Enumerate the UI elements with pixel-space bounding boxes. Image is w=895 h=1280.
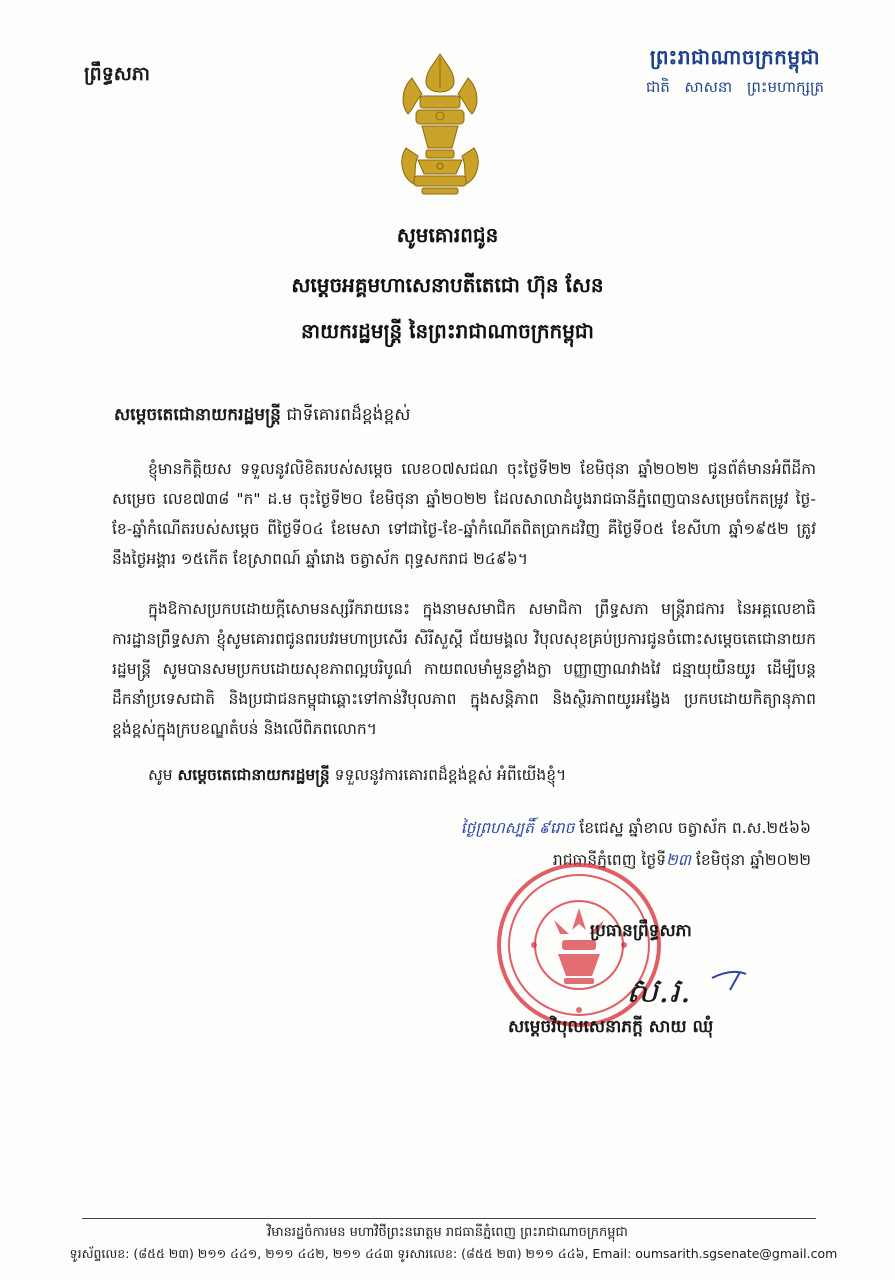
- signer-name: សម្តេចវិបុលសេនាភក្តី សាយ ឈុំ: [508, 1017, 714, 1037]
- footer-contact: ទូរស័ព្ទលេខ: (៨៥៥ ២៣) ២១១ ៤៤១, ២១១ ៤៤២, ២១១ ៤៤៣ ទូរសារលេខ: (៨៥៥ ២៣) ២១១ ៤៤៦, Email: oumsarith.sgsenate@gmail.com: [69, 1246, 838, 1261]
- body-paragraph-1: ខ្ញុំមានកិត្តិយស ទទួលនូវលិខិតរបស់សម្តេច លេខ០៧សជណ ចុះថ្ងៃទី២២ ខែមិថុនា ឆ្នាំ២០២២ ជូនព័ត៌មានអំពីដីកាសម្រេច លេខ៧៣៨ "ក" ដ.ម ចុះថ្ងៃទី២០ ខែមិថុនា ឆ្នាំ២០២២ ដែលសាលាដំបូងរាជធានីភ្នំពេញបានសម្រេចកែតម្រូវ ថ្ងៃ-ខែ-ឆ្នាំកំណើតរបស់សម្តេច ពីថ្ងៃទី០៤ ខែមេសា ទៅជាថ្ងៃ-ខែ-ឆ្នាំកំណើតពិតប្រាកដវិញ គឺថ្ងៃទី០៥ ខែសីហា ឆ្នាំ១៩៥២ ត្រូវនឹងថ្ងៃអង្គារ ១៥កើត ខែស្រាពណ៍ ឆ្នាំរោង ចត្វាស័ក ពុទ្ធសករាជ ២៤៩៦។: [112, 460, 816, 568]
- kingdom-title: ព្រះរាជាណាចក្រកម្ពុជា: [649, 45, 821, 69]
- solar-date-handwritten: ២៣: [666, 851, 692, 869]
- kingdom-heading: [615, 44, 855, 100]
- solar-date-rest: ខែមិថុនា ឆ្នាំ២០២២: [691, 851, 811, 869]
- body-paragraph-2: ក្នុងឱកាសប្រកបដោយក្តីសោមនស្សរីករាយនេះ ក្នុងនាមសមាជិក សមាជិកា ព្រឹទ្ធសភា មន្ត្រីរាជការ នៃអគ្គលេខាធិការដ្ឋានព្រឹទ្ធសភា ខ្ញុំសូមគោរពជូនពរបវរមហាប្រសើរ សិរីសួស្តី ជ័យមង្គល វិបុលសុខគ្រប់ប្រការជូនចំពោះសម្តេចតេជោនាយករដ្ឋមន្ត្រី សូមបានសមប្រកបដោយសុខភាពល្អបរិបូណ៌ កាយពលមាំមួនខ្លាំងក្លា បញ្ញាញាណវាងវៃ ជន្មាយុយឺនយូរ ដើម្បីបន្តដឹកនាំប្រទេសជាតិ និងប្រជាជនកម្ពុជាឆ្ពោះទៅកាន់វិបុលភាព ក្នុងសន្តិភាព និងស្ថិរភាពយូរអង្វែង ប្រកបដោយកិត្យានុភាពខ្ពង់ខ្ពស់ក្នុងក្របខណ្ឌតំបន់ និងលើពិភពលោក។: [112, 600, 816, 738]
- royal-emblem-icon: [392, 48, 488, 198]
- recipient-line-1: សូមគោរពជូន: [396, 223, 499, 247]
- lunar-date-line: [461, 818, 811, 841]
- recipient-line-3: នាយករដ្ឋមន្ត្រី នៃព្រះរាជាណាចក្រកម្ពុជា: [301, 319, 594, 343]
- salutation: [114, 404, 410, 429]
- senate-label: ព្រឹទ្ធសភា: [84, 63, 150, 85]
- footer-address: វិមានរដ្ឋចំការមន មហាវិថីព្រះនរោត្តម រាជធានីភ្នំពេញ ព្រះរាជាណាចក្រកម្ពុជា: [267, 1225, 628, 1240]
- solar-date-prefix: រាជធានីភ្នំពេញ ថ្ងៃទី: [552, 851, 667, 869]
- handwritten-signature: [620, 960, 770, 1020]
- salutation-rest: ជាទីគោរពដ៏ខ្ពង់ខ្ពស់: [280, 405, 411, 425]
- closing-bold: សម្តេចតេជោនាយករដ្ឋមន្ត្រី: [177, 765, 330, 784]
- recipient-line-2: សម្តេចអគ្គមហាសេនាបតីតេជោ ហ៊ុន សែន: [291, 273, 604, 297]
- signatory-title: ប្រធានព្រឹទ្ធសភា: [590, 921, 692, 941]
- salutation-bold: សម្តេចតេជោនាយករដ្ឋមន្ត្រី: [114, 405, 281, 425]
- closing-prefix: សូម: [148, 766, 178, 784]
- kingdom-motto: ជាតិ សាសនា ព្រះមហាក្សត្រ: [645, 78, 825, 96]
- lunar-date-rest: ខែជេស្ឋ ឆ្នាំខាល ចត្វាស័ក ព.ស.២៥៦៦: [574, 819, 811, 837]
- signature-scribble-text: ស.រ.: [626, 971, 691, 1011]
- footer-divider: [82, 1218, 816, 1219]
- lunar-date-handwritten: ថ្ងៃព្រហស្បតិ៍ ៩រោច: [460, 819, 575, 837]
- closing-rest: ទទួលនូវការគោរពដ៏ខ្ពង់ខ្ពស់ អំពីយើងខ្ញុំ។: [329, 766, 567, 784]
- closing-line: [148, 760, 808, 790]
